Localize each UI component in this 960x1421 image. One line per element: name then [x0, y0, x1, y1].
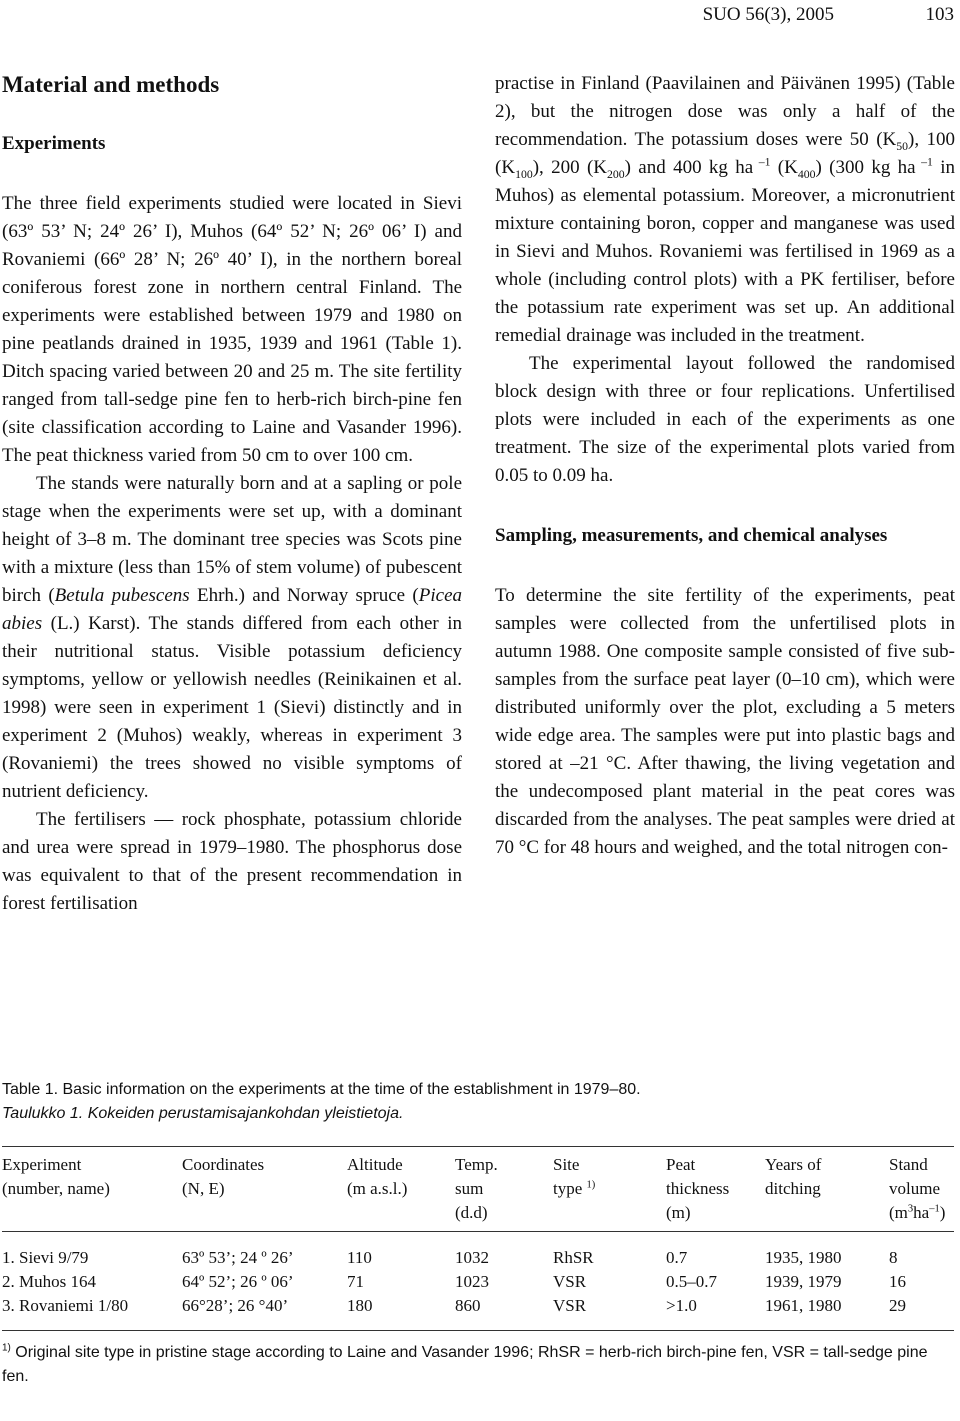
table-cell: 1023	[455, 1272, 489, 1291]
header-cell: Site type $^{1)}$	[553, 1155, 596, 1198]
header-cell: Years of ditching	[765, 1155, 822, 1198]
table-cell: 16	[889, 1272, 906, 1291]
paragraph: To determine the site fertility of the experiments, peat samples were collected from the unfertilised plots in autumn 1988. One composite sample consisted of five sub-samples from the surface peat layer (0–10 cm), which were distributed uniformly over the plot, excluding a 5 meters wide edge area. The samples were put into plastic bags and stored at –21 °C. After thawing, the living vegetation and the undecomposed plant material in the peat cores was discarded from the analyses. The peat samples were dried at 70 °C for 48 hours and weighed, and the total nitrogen con-	[495, 585, 955, 858]
header-cell: Altitude (m a.s.l.)	[347, 1155, 408, 1198]
paragraph: The three field experiments studied were located in Sievi (63º 53’ N; 24º 26’ I), Muhos (64º 52’ N; 26º 06’ I) and Rovaniemi (66º 28’ N; 26º 40’ I), in the northern boreal coniferous forest zone in northern central Finland. The experiments were established between 1979 and 1980 on pine peatlands drained in 1935, 1939 and 1961 (Table 1). Ditch spacing varied between 20 and 25 m. The site fertility ranged from tall-sedge pine fen to herb-rich birch-pine fen (site classification according to Laine and Vasander 1996). The peat thickness varied from 50 cm to over 100 cm.	[2, 193, 462, 466]
table-cell: 1. Sievi 9/79	[2, 1248, 89, 1267]
table-footnote: $^{1)}$ Original site type in pristine stage according to Laine and Vasander 1996; RhSR = herb-rich birch-pine fen, VSR = tall-sedge pine fen.	[2, 1342, 928, 1385]
header-cell: Stand volume $(m^3ha^{-1})$	[889, 1155, 946, 1222]
table-cell: 71	[347, 1272, 364, 1291]
table-cell: >1.0	[666, 1296, 697, 1315]
table-cell: RhSR	[553, 1248, 594, 1267]
table-row	[2, 1294, 954, 1318]
table-cell: 0.5–0.7	[666, 1272, 717, 1291]
header-cell: Peat thickness (m)	[666, 1155, 730, 1222]
right-column	[495, 70, 955, 862]
table-cell: 1961, 1980	[765, 1296, 842, 1315]
table-caption: Table 1. Basic information on the experiments at the time of the establishment in 1979–80.	[2, 1081, 641, 1098]
subsection-title: Experiments	[2, 133, 106, 154]
table-cell: 29	[889, 1296, 906, 1315]
table-1	[2, 1078, 954, 1389]
paragraph: The fertilisers — rock phosphate, potassium chloride and urea were spread in 1979–1980. The phosphorus dose was equivalent to that of the present recommendation in forest fertilisation	[2, 809, 462, 914]
table-cell: 110	[347, 1248, 372, 1267]
header-cell: Temp. sum (d.d)	[455, 1155, 498, 1222]
left-column	[2, 70, 462, 918]
page-number: 103	[925, 4, 954, 25]
table-cell: 860	[455, 1296, 481, 1315]
paragraph: The stands were naturally born and at a sapling or pole stage when the experiments were set up, with a dominant height of 3–8 m. The dominant tree species was Scots pine with a mixture (less than 15% of stem volume) of pubescent birch (Betula pubescens Ehrh.) and Norway spruce (Picea abies (L.) Karst). The stands differed from each other in their nutritional status. Visible potassium deficiency symptoms, yellow or yellowish needles (Reinikainen et al. 1998) were seen in experiment 1 (Sievi) distinctly and in experiment 2 (Muhos) weakly, whereas in experiment 3 (Rovaniemi) the trees showed no visible symptoms of nutrient deficiency.	[2, 473, 463, 802]
table-cell: VSR	[553, 1272, 587, 1291]
table-cell: 0.7	[666, 1248, 688, 1267]
table-cell: 3. Rovaniemi 1/80	[2, 1296, 129, 1315]
table-row	[2, 1270, 954, 1294]
table-header	[2, 1153, 954, 1225]
journal-name: SUO 56(3), 2005	[702, 4, 834, 25]
table-cell: 66°28’; 26 °40’	[182, 1296, 289, 1315]
page-header	[0, 0, 960, 30]
table-caption-finnish: Taulukko 1. Kokeiden perustamisajankohdan yleistietoja.	[2, 1105, 404, 1122]
table-cell: 1032	[455, 1248, 489, 1267]
table-cell: 2. Muhos 164	[2, 1272, 96, 1291]
section-title: Material and methods	[2, 72, 220, 97]
table-cell: VSR	[553, 1296, 587, 1315]
table-cell: 63º 53’; 24 º 26’	[182, 1248, 294, 1267]
subsection-title: Sampling, measurements, and chemical analyses	[495, 525, 888, 546]
paragraph: The experimental layout followed the randomised block design with three or four replications. Unfertilised plots were included in each of the experiments as one treatment. The size of the experimental plots varied from 0.05 to 0.09 ha.	[495, 353, 955, 486]
table-cell: 1935, 1980	[765, 1248, 842, 1267]
paragraph: practise in Finland (Paavilainen and Päivänen 1995) (Table 2), but the nitrogen dose was only a half of the recommendation. The potassium doses were 50 $(K_{50})$, 100 $(K_{100})$, 200 $(K_{200})$ and 400 kg ha $^{-1}$ $(K_{400})$ (300 kg ha $^{-1}$ in Muhos) as elemental potassium. Moreover, a micronutrient mixture containing boron, copper and manganese was used in Sievi and Muhos. Rovaniemi was fertilised in 1969 as a whole (including control plots) with a PK fertiliser, before the potassium rate experiment was set up. An additional remedial drainage was included in the treatment.	[495, 73, 955, 346]
table-body	[2, 1246, 954, 1318]
header-cell: Coordinates (N, E)	[182, 1155, 265, 1198]
header-cell: Experiment (number, name)	[2, 1155, 110, 1198]
table-cell: 1939, 1979	[765, 1272, 842, 1291]
table-cell: 64º 52’; 26 º 06’	[182, 1272, 294, 1291]
table-row	[2, 1246, 954, 1270]
table-cell: 180	[347, 1296, 373, 1315]
table-cell: 8	[889, 1248, 898, 1267]
